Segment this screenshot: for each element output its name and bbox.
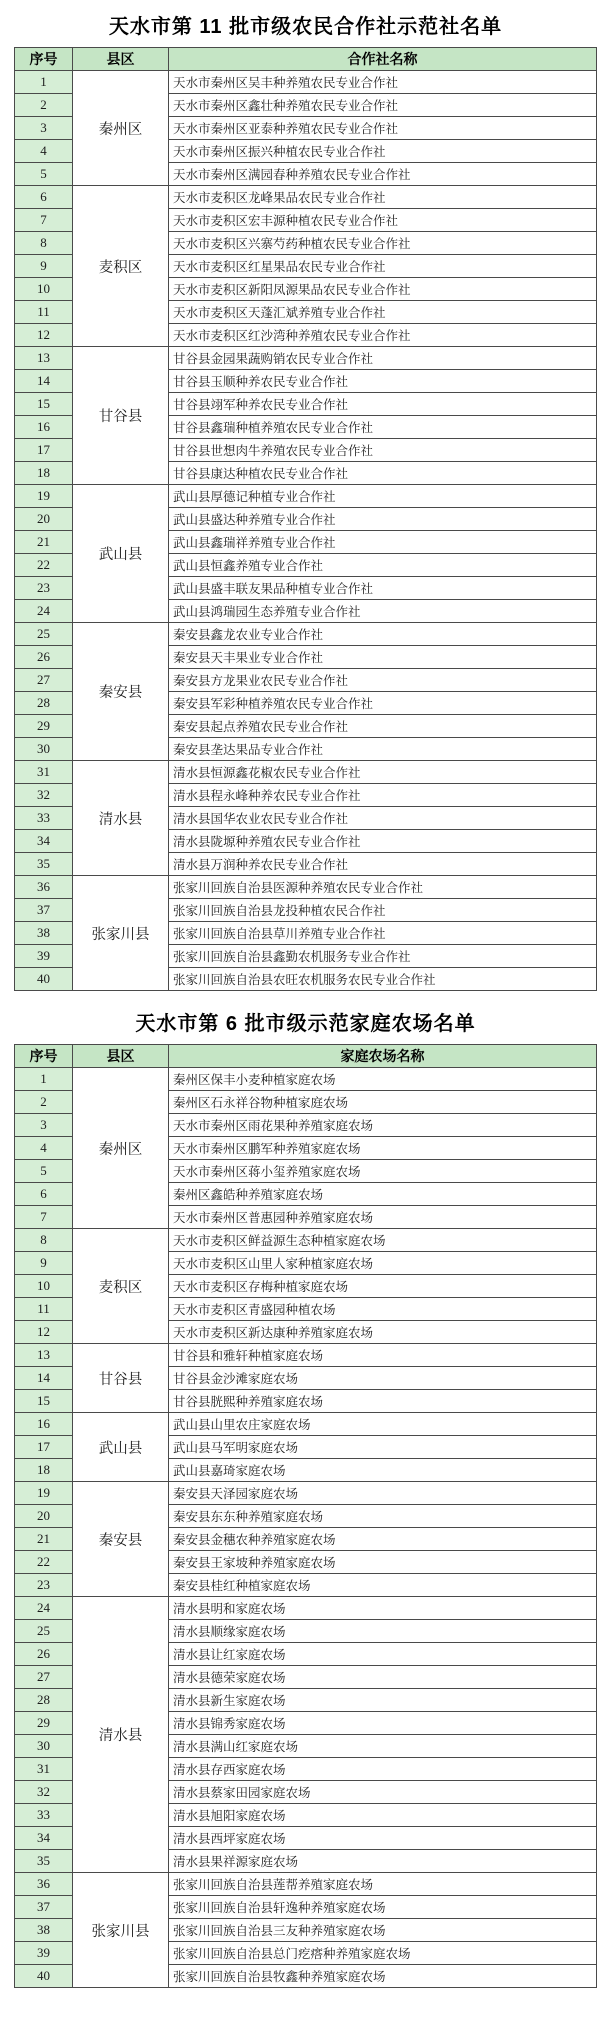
farm-name-cell: 秦安县金穗农种养殖家庭农场: [169, 1528, 597, 1551]
farm-name-cell: 清水县让红家庭农场: [169, 1643, 597, 1666]
row-index-cell: 39: [15, 945, 73, 968]
farm-name-cell: 武山县马军明家庭农场: [169, 1436, 597, 1459]
row-index-cell: 32: [15, 1781, 73, 1804]
row-index-cell: 4: [15, 1137, 73, 1160]
cooperative-name-cell: 清水县国华农业农民专业合作社: [169, 807, 597, 830]
cooperative-name-cell: 张家川回族自治县草川养殖专业合作社: [169, 922, 597, 945]
farm-name-cell: 张家川回族自治县三友种养殖家庭农场: [169, 1919, 597, 1942]
farm-name-cell: 秦州区石永祥谷物种植家庭农场: [169, 1091, 597, 1114]
row-index-cell: 6: [15, 186, 73, 209]
farm-name-cell: 天水市秦州区雨花果种养殖家庭农场: [169, 1114, 597, 1137]
farm-name-cell: 甘谷县金沙滩家庭农场: [169, 1367, 597, 1390]
row-index-cell: 9: [15, 255, 73, 278]
district-cell: 麦积区: [73, 1229, 169, 1344]
cooperative-name-cell: 秦安县鑫龙农业专业合作社: [169, 623, 597, 646]
farm-name-cell: 张家川回族自治县牧鑫种养殖家庭农场: [169, 1965, 597, 1988]
row-index-cell: 24: [15, 1597, 73, 1620]
cooperative-name-cell: 清水县陇塬种养殖农民专业合作社: [169, 830, 597, 853]
col-header-farm-name: 家庭农场名称: [169, 1045, 597, 1068]
cooperative-name-cell: 天水市麦积区红沙湾种养殖农民专业合作社: [169, 324, 597, 347]
cooperative-name-cell: 武山县鑫瑞祥养殖专业合作社: [169, 531, 597, 554]
farm-name-cell: 天水市麦积区山里人家种植家庭农场: [169, 1252, 597, 1275]
row-index-cell: 30: [15, 738, 73, 761]
row-index-cell: 25: [15, 1620, 73, 1643]
row-index-cell: 26: [15, 646, 73, 669]
row-index-cell: 25: [15, 623, 73, 646]
row-index-cell: 14: [15, 1367, 73, 1390]
row-index-cell: 2: [15, 1091, 73, 1114]
row-index-cell: 7: [15, 209, 73, 232]
row-index-cell: 29: [15, 715, 73, 738]
cooperative-name-cell: 清水县程永峰种养农民专业合作社: [169, 784, 597, 807]
table-row: [15, 485, 597, 508]
cooperative-name-cell: 秦安县垄达果品专业合作社: [169, 738, 597, 761]
col-header-district: 县区: [73, 48, 169, 71]
district-cell: 武山县: [73, 485, 169, 623]
cooperative-name-cell: 武山县盛丰联友果品种植专业合作社: [169, 577, 597, 600]
cooperative-name-cell: 天水市秦州区亚泰种养殖农民专业合作社: [169, 117, 597, 140]
cooperative-name-cell: 天水市麦积区龙峰果品农民专业合作社: [169, 186, 597, 209]
cooperative-name-cell: 甘谷县鑫瑞种植养殖农民专业合作社: [169, 416, 597, 439]
farm-name-cell: 清水县旭阳家庭农场: [169, 1804, 597, 1827]
row-index-cell: 6: [15, 1183, 73, 1206]
farm-name-cell: 秦州区保丰小麦种植家庭农场: [169, 1068, 597, 1091]
farm-name-cell: 张家川回族自治县总门疙瘩种养殖家庭农场: [169, 1942, 597, 1965]
row-index-cell: 19: [15, 485, 73, 508]
farm-name-cell: 天水市麦积区存梅种植家庭农场: [169, 1275, 597, 1298]
district-cell: 甘谷县: [73, 1344, 169, 1413]
table-row: [15, 186, 597, 209]
table-row: [15, 623, 597, 646]
row-index-cell: 19: [15, 1482, 73, 1505]
cooperative-name-cell: 武山县鸿瑞园生态养殖专业合作社: [169, 600, 597, 623]
cooperative-name-cell: 清水县万润种养农民专业合作社: [169, 853, 597, 876]
farm-name-cell: 甘谷县和雅轩种植家庭农场: [169, 1344, 597, 1367]
farm-name-cell: 秦安县桂红种植家庭农场: [169, 1574, 597, 1597]
farm-name-cell: 清水县德荣家庭农场: [169, 1666, 597, 1689]
farm-name-cell: 武山县山里农庄家庭农场: [169, 1413, 597, 1436]
farm-name-cell: 清水县顺缘家庭农场: [169, 1620, 597, 1643]
farm-name-cell: 秦安县天泽园家庭农场: [169, 1482, 597, 1505]
table-row: [15, 876, 597, 899]
row-index-cell: 10: [15, 1275, 73, 1298]
district-cell: 清水县: [73, 761, 169, 876]
table-row: [15, 1344, 597, 1367]
row-index-cell: 38: [15, 922, 73, 945]
col-header-district: 县区: [73, 1045, 169, 1068]
cooperative-name-cell: 甘谷县金园果蔬购销农民专业合作社: [169, 347, 597, 370]
row-index-cell: 22: [15, 1551, 73, 1574]
farm-name-cell: 清水县蔡家田园家庭农场: [169, 1781, 597, 1804]
farm-name-cell: 天水市秦州区蒋小玺养殖家庭农场: [169, 1160, 597, 1183]
district-cell: 张家川县: [73, 876, 169, 991]
row-index-cell: 23: [15, 1574, 73, 1597]
row-index-cell: 15: [15, 1390, 73, 1413]
cooperative-name-cell: 秦安县方龙果业农民专业合作社: [169, 669, 597, 692]
cooperative-name-cell: 天水市麦积区宏丰源种植农民专业合作社: [169, 209, 597, 232]
farm-name-cell: 清水县明和家庭农场: [169, 1597, 597, 1620]
row-index-cell: 4: [15, 140, 73, 163]
row-index-cell: 31: [15, 761, 73, 784]
cooperatives-table-title: 天水市第 11 批市级农民合作社示范社名单: [108, 16, 503, 38]
cooperative-name-cell: 甘谷县世想肉牛养殖农民专业合作社: [169, 439, 597, 462]
cooperative-name-cell: 清水县恒源鑫花椒农民专业合作社: [169, 761, 597, 784]
row-index-cell: 8: [15, 1229, 73, 1252]
row-index-cell: 39: [15, 1942, 73, 1965]
row-index-cell: 3: [15, 117, 73, 140]
cooperative-name-cell: 甘谷县玉顺种养农民专业合作社: [169, 370, 597, 393]
district-cell: 甘谷县: [73, 347, 169, 485]
row-index-cell: 13: [15, 1344, 73, 1367]
cooperative-name-cell: 甘谷县康达种植农民专业合作社: [169, 462, 597, 485]
row-index-cell: 35: [15, 853, 73, 876]
row-index-cell: 21: [15, 1528, 73, 1551]
farm-name-cell: 天水市麦积区鲜益源生态种植家庭农场: [169, 1229, 597, 1252]
row-index-cell: 26: [15, 1643, 73, 1666]
table-row: [15, 1597, 597, 1620]
row-index-cell: 1: [15, 71, 73, 94]
cooperative-name-cell: 秦安县军彩种植养殖农民专业合作社: [169, 692, 597, 715]
cooperative-name-cell: 天水市秦州区满园春种养殖农民专业合作社: [169, 163, 597, 186]
farm-name-cell: 张家川回族自治县莲帮养殖家庭农场: [169, 1873, 597, 1896]
district-cell: 清水县: [73, 1597, 169, 1873]
row-index-cell: 40: [15, 1965, 73, 1988]
row-index-cell: 18: [15, 1459, 73, 1482]
family-farms-table: [14, 1044, 597, 1988]
district-cell: 秦安县: [73, 623, 169, 761]
cooperative-name-cell: 张家川回族自治县医源种养殖农民专业合作社: [169, 876, 597, 899]
row-index-cell: 16: [15, 1413, 73, 1436]
row-index-cell: 36: [15, 876, 73, 899]
cooperative-name-cell: 张家川回族自治县龙投种植农民合作社: [169, 899, 597, 922]
row-index-cell: 11: [15, 1298, 73, 1321]
row-index-cell: 36: [15, 1873, 73, 1896]
row-index-cell: 18: [15, 462, 73, 485]
row-index-cell: 1: [15, 1068, 73, 1091]
row-index-cell: 22: [15, 554, 73, 577]
row-index-cell: 35: [15, 1850, 73, 1873]
row-index-cell: 3: [15, 1114, 73, 1137]
cooperative-name-cell: 张家川回族自治县农旺农机服务农民专业合作社: [169, 968, 597, 991]
row-index-cell: 12: [15, 324, 73, 347]
farm-name-cell: 天水市麦积区新达康种养殖家庭农场: [169, 1321, 597, 1344]
row-index-cell: 34: [15, 1827, 73, 1850]
cooperative-name-cell: 天水市麦积区天蓬汇斌养殖专业合作社: [169, 301, 597, 324]
table-row: [15, 761, 597, 784]
col-header-cooperative-name: 合作社名称: [169, 48, 597, 71]
row-index-cell: 12: [15, 1321, 73, 1344]
row-index-cell: 27: [15, 1666, 73, 1689]
row-index-cell: 10: [15, 278, 73, 301]
farm-name-cell: 清水县锦秀家庭农场: [169, 1712, 597, 1735]
col-header-index: 序号: [15, 48, 73, 71]
district-cell: 秦安县: [73, 1482, 169, 1597]
farm-name-cell: 张家川回族自治县轩逸种养殖家庭农场: [169, 1896, 597, 1919]
farm-name-cell: 清水县果祥源家庭农场: [169, 1850, 597, 1873]
row-index-cell: 33: [15, 1804, 73, 1827]
row-index-cell: 20: [15, 508, 73, 531]
row-index-cell: 31: [15, 1758, 73, 1781]
row-index-cell: 5: [15, 163, 73, 186]
row-index-cell: 16: [15, 416, 73, 439]
row-index-cell: 13: [15, 347, 73, 370]
farm-name-cell: 清水县存西家庭农场: [169, 1758, 597, 1781]
table-row: [15, 1068, 597, 1091]
cooperative-name-cell: 张家川回族自治县鑫勤农机服务专业合作社: [169, 945, 597, 968]
table-row: [15, 1482, 597, 1505]
district-cell: 秦州区: [73, 71, 169, 186]
district-cell: 秦州区: [73, 1068, 169, 1229]
farm-name-cell: 天水市秦州区鹏军种养殖家庭农场: [169, 1137, 597, 1160]
row-index-cell: 33: [15, 807, 73, 830]
cooperative-name-cell: 秦安县天丰果业专业合作社: [169, 646, 597, 669]
row-index-cell: 38: [15, 1919, 73, 1942]
row-index-cell: 20: [15, 1505, 73, 1528]
row-index-cell: 14: [15, 370, 73, 393]
row-index-cell: 24: [15, 600, 73, 623]
row-index-cell: 32: [15, 784, 73, 807]
farm-name-cell: 秦安县东东种养殖家庭农场: [169, 1505, 597, 1528]
farm-name-cell: 甘谷县胱熙种养殖家庭农场: [169, 1390, 597, 1413]
cooperative-name-cell: 武山县厚德记种植专业合作社: [169, 485, 597, 508]
row-index-cell: 40: [15, 968, 73, 991]
table-row: [15, 1229, 597, 1252]
farm-name-cell: 秦安县王家坡种养殖家庭农场: [169, 1551, 597, 1574]
row-index-cell: 11: [15, 301, 73, 324]
row-index-cell: 15: [15, 393, 73, 416]
cooperatives-table: [14, 47, 597, 991]
cooperative-name-cell: 秦安县起点养殖农民专业合作社: [169, 715, 597, 738]
row-index-cell: 29: [15, 1712, 73, 1735]
cooperative-name-cell: 天水市秦州区振兴种植农民专业合作社: [169, 140, 597, 163]
farm-name-cell: 武山县嘉琦家庭农场: [169, 1459, 597, 1482]
cooperative-name-cell: 天水市秦州区吴丰种养殖农民专业合作社: [169, 71, 597, 94]
table-row: [15, 1873, 597, 1896]
farm-name-cell: 天水市麦积区青盛园种植农场: [169, 1298, 597, 1321]
row-index-cell: 5: [15, 1160, 73, 1183]
table-row: [15, 347, 597, 370]
header-row: [15, 48, 597, 71]
row-index-cell: 17: [15, 1436, 73, 1459]
header-row: [15, 1045, 597, 1068]
row-index-cell: 30: [15, 1735, 73, 1758]
farm-name-cell: 清水县西坪家庭农场: [169, 1827, 597, 1850]
row-index-cell: 34: [15, 830, 73, 853]
row-index-cell: 21: [15, 531, 73, 554]
col-header-index: 序号: [15, 1045, 73, 1068]
district-cell: 张家川县: [73, 1873, 169, 1988]
cooperative-name-cell: 天水市麦积区红星果品农民专业合作社: [169, 255, 597, 278]
table-row: [15, 1413, 597, 1436]
row-index-cell: 23: [15, 577, 73, 600]
farms-table-title: 天水市第 6 批市级示范家庭农场名单: [135, 1013, 476, 1035]
district-cell: 麦积区: [73, 186, 169, 347]
row-index-cell: 28: [15, 1689, 73, 1712]
farm-name-cell: 秦州区鑫皓种养殖家庭农场: [169, 1183, 597, 1206]
row-index-cell: 7: [15, 1206, 73, 1229]
row-index-cell: 8: [15, 232, 73, 255]
farm-name-cell: 天水市秦州区普惠园种养殖家庭农场: [169, 1206, 597, 1229]
row-index-cell: 27: [15, 669, 73, 692]
row-index-cell: 17: [15, 439, 73, 462]
row-index-cell: 2: [15, 94, 73, 117]
row-index-cell: 28: [15, 692, 73, 715]
cooperative-name-cell: 武山县恒鑫养殖专业合作社: [169, 554, 597, 577]
row-index-cell: 9: [15, 1252, 73, 1275]
farm-name-cell: 清水县新生家庭农场: [169, 1689, 597, 1712]
table-row: [15, 71, 597, 94]
cooperative-name-cell: 天水市麦积区兴寨芍药种植农民专业合作社: [169, 232, 597, 255]
district-cell: 武山县: [73, 1413, 169, 1482]
cooperative-name-cell: 天水市麦积区新阳凤源果品农民专业合作社: [169, 278, 597, 301]
farm-name-cell: 清水县满山红家庭农场: [169, 1735, 597, 1758]
row-index-cell: 37: [15, 1896, 73, 1919]
row-index-cell: 37: [15, 899, 73, 922]
cooperative-name-cell: 甘谷县翊军种养农民专业合作社: [169, 393, 597, 416]
cooperative-name-cell: 天水市秦州区鑫壮种养殖农民专业合作社: [169, 94, 597, 117]
cooperative-name-cell: 武山县盛达种养殖专业合作社: [169, 508, 597, 531]
